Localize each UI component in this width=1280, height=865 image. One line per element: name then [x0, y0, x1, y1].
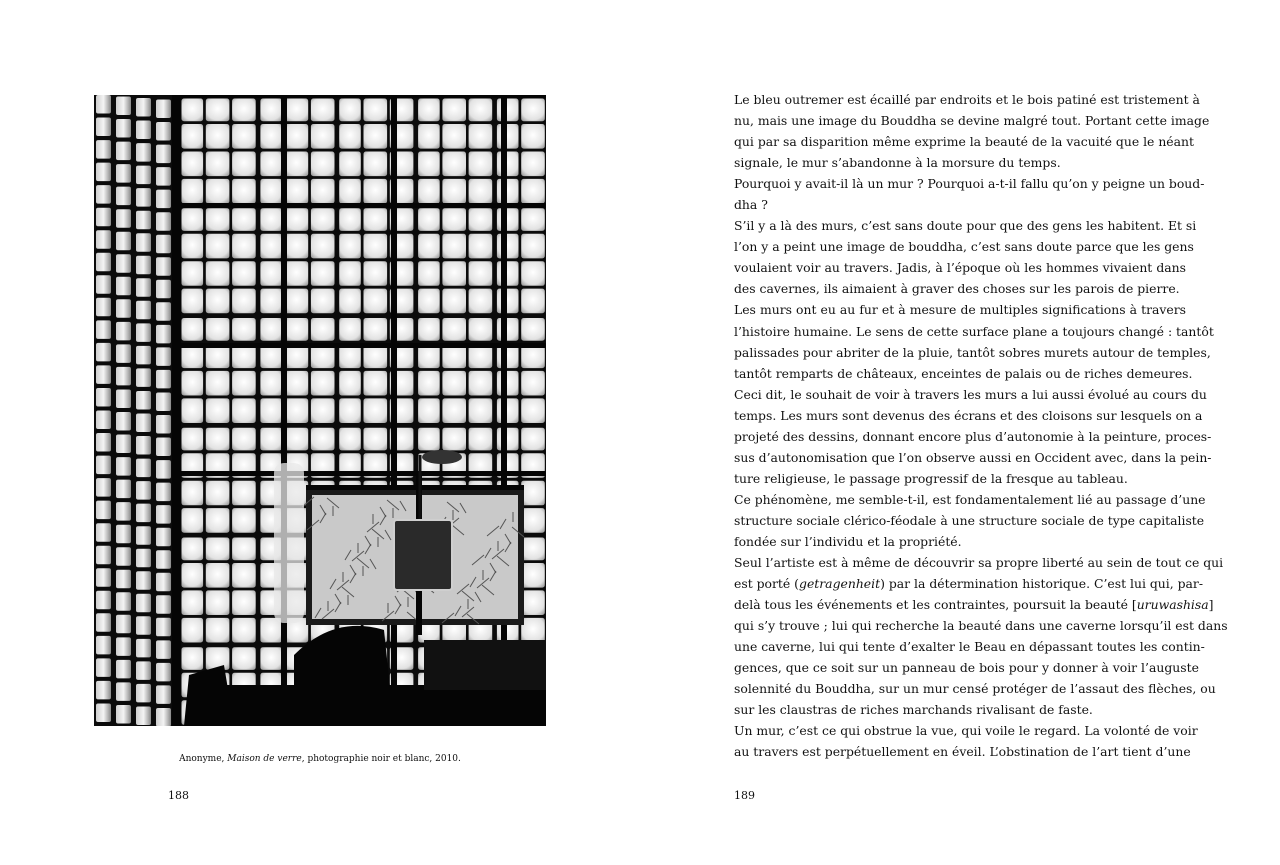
page-number-left: 188 [168, 789, 189, 802]
text-segment: delà tous les événements et les contraintes, poursuit la beauté [ [734, 597, 1137, 613]
text-line: gences, que ce soit sur un panneau de bois pour y donner à voir l’auguste [734, 660, 1199, 676]
text-line: des cavernes, ils aimaient à graver des choses sur les parois de pierre. [734, 281, 1180, 297]
text-segment: ] [1208, 597, 1214, 613]
text-line: fondée sur l’individu et la propriété. [734, 533, 962, 549]
text-line: signale, le mur s’abandonne à la morsure du temps. [734, 155, 1061, 171]
text-line: Le bleu outremer est écaillé par endroits et le bois patiné est tristement à [734, 92, 1200, 107]
page-number-right: 189 [734, 789, 755, 802]
text-segment: ) par la détermination historique. C’est lui qui, par- [880, 576, 1204, 592]
photo-caption [94, 753, 546, 765]
text-line: solennité du Bouddha, sur un mur censé protéger de l’assaut des flèches, ou [734, 681, 1216, 697]
text-line: l’histoire humaine. Le sens de cette surface plane a toujours changé : tantôt [734, 323, 1214, 339]
text-line: Un mur, c’est ce qui obstrue la vue, qui voile le regard. La volonté de voir [734, 723, 1198, 739]
photograph [94, 95, 546, 726]
text-line: tantôt remparts de châteaux, enceintes de palais ou de riches demeures. [734, 365, 1193, 381]
text-line: Ce phénomène, me semble-t-il, est fondamentalement lié au passage d’une [734, 491, 1206, 507]
text-line: sur les claustras de riches marchands rivalisant de faste. [734, 702, 1093, 718]
text-line [734, 594, 1214, 615]
text-line: palissades pour abriter de la pluie, tantôt sobres murets autour de temples, [734, 344, 1211, 360]
text-line: au travers est perpétuellement en éveil. L’obstination de l’art tient d’une [734, 744, 1191, 760]
text-line: nu, mais une image du Bouddha se devine malgré tout. Portant cette image [734, 113, 1210, 129]
text-line: temps. Les murs sont devenus des écrans et des cloisons sur lesquels on a [734, 407, 1203, 423]
text-line: Seul l’artiste est à même de découvrir sa propre liberté au sein de tout ce qui [734, 555, 1224, 571]
body-text [734, 89, 1228, 763]
text-line: projeté des dessins, donnant encore plus d’autonomie à la peinture, proces- [734, 428, 1212, 444]
text-segment: est porté ( [734, 576, 800, 592]
italic-term: uruwashisa [1136, 597, 1209, 613]
text-line: Ceci dit, le souhait de voir à travers les murs a lui aussi évolué au cours du [734, 386, 1207, 402]
right-page [640, 0, 1280, 865]
caption-suffix: , photographie noir et blanc, 2010. [301, 754, 461, 764]
text-line: ture religieuse, le passage progressif de la fresque au tableau. [734, 470, 1128, 486]
text-line: qui par sa disparition même exprime la beauté de la vacuité que le néant [734, 134, 1194, 150]
caption-prefix: Anonyme, [179, 754, 228, 764]
text-line: dha ? [734, 197, 768, 213]
text-line [734, 573, 1204, 594]
text-line: structure sociale clérico-féodale à une structure sociale de type capitaliste [734, 512, 1205, 528]
text-line: S’il y a là des murs, c’est sans doute pour que des gens les habitent. Et si [734, 218, 1197, 234]
text-line: voulaient voir au travers. Jadis, à l’époque où les hommes vivaient dans [734, 260, 1186, 276]
text-line: sus d’autonomisation que l’on observe aussi en Occident avec, dans la pein- [734, 449, 1212, 465]
text-line: l’on y a peint une image de bouddha, c’est sans doute parce que les gens [734, 239, 1194, 255]
italic-term: getragenheit [799, 576, 881, 592]
text-line: qui s’y trouve ; lui qui recherche la beauté dans une caverne lorsqu’il est dans [734, 618, 1228, 634]
text-line: Pourquoi y avait-il là un mur ? Pourquoi a-t-il fallu qu’on y peigne un boud- [734, 176, 1205, 192]
text-line: une caverne, lui qui tente d’exalter le Beau en dépassant toutes les contin- [734, 639, 1205, 655]
caption-title: Maison de verre [227, 754, 302, 764]
text-line: Les murs ont eu au fur et à mesure de multiples significations à travers [734, 302, 1186, 318]
glass-block-wall-photo [94, 95, 546, 726]
